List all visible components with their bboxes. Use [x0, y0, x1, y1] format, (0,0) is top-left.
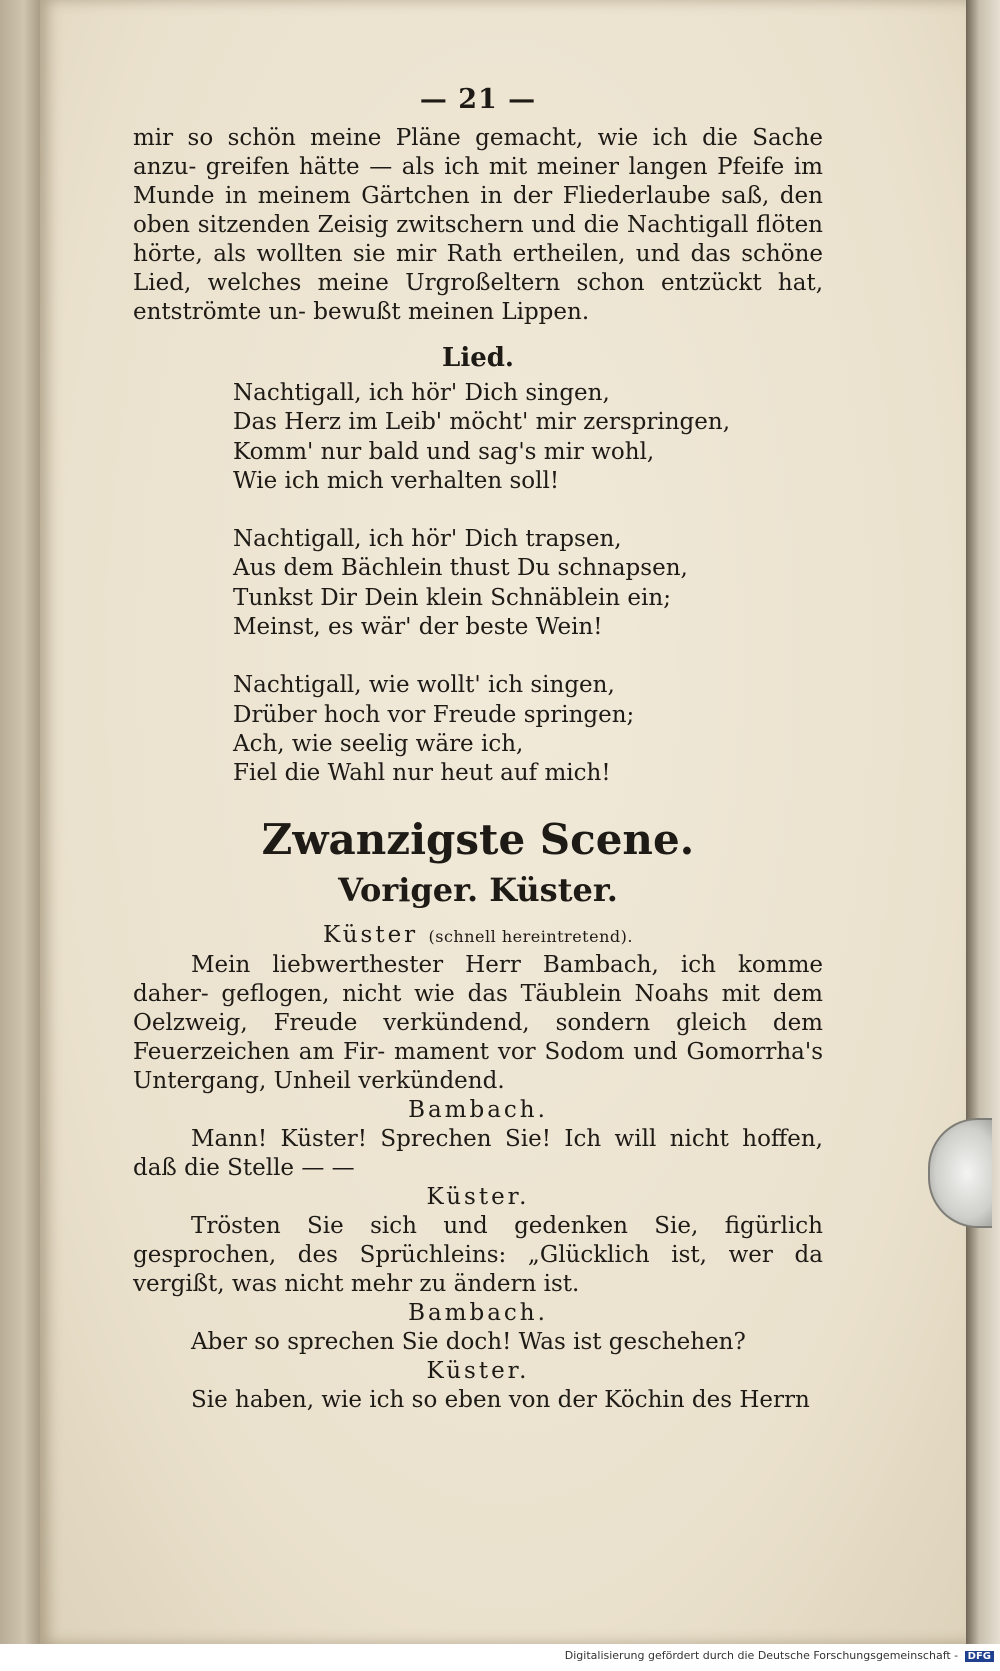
speech: Mann! Küster! Sprechen Sie! Ich will nicht hoffen, daß die Stelle — —: [133, 1125, 823, 1181]
verse-line: Komm' nur bald und sag's mir wohl,: [233, 438, 655, 465]
verse-line: Nachtigall, ich hör' Dich trapsen,: [233, 526, 622, 553]
speaker-name: Bambach.: [408, 1096, 548, 1123]
speech: Aber so sprechen Sie doch! Was ist geschehen?: [191, 1328, 746, 1355]
speaker-name: Küster.: [426, 1183, 530, 1210]
verse-line: Aus dem Bächlein thust Du schnapsen,: [233, 555, 688, 582]
footer-credit: [565, 1649, 994, 1662]
verse-line: Das Herz im Leib' möcht' mir zerspringen,: [233, 409, 731, 436]
stage-direction: (schnell hereintretend).: [428, 926, 633, 946]
speech: Trösten Sie sich und gedenken Sie, figürlich gesprochen, des Sprüchleins: „Glücklich ist, wer da vergißt, was nicht mehr zu ändern ist.: [133, 1212, 823, 1297]
facing-page-edge: [0, 0, 40, 1644]
page-number: — 21 —: [419, 84, 537, 115]
speaker-name: [133, 921, 823, 951]
stanza-1: [233, 379, 823, 496]
speaker-name: Küster.: [426, 1357, 530, 1384]
digitization-footer: [0, 1644, 1000, 1671]
speaker-label: Küster: [323, 921, 419, 948]
speech: Mein liebwerthester Herr Bambach, ich komme daher- geflogen, nicht wie das Täublein Noahs mit dem Oelzweig, Freude verkündend, sondern gleich dem Feuerzeichen am Fir- mament vor Sodom und Gomorrha's Untergang, Unheil verkündend.: [133, 951, 823, 1094]
verse-line: Tunkst Dir Dein klein Schnäblein ein;: [233, 584, 671, 611]
verse-line: Nachtigall, ich hör' Dich singen,: [233, 380, 610, 406]
verse-line: Wie ich mich verhalten soll!: [233, 467, 560, 494]
speaker-name: Bambach.: [408, 1299, 548, 1326]
scene-characters: Voriger. Küster.: [338, 870, 618, 909]
verse-line: Meinst, es wär' der beste Wein!: [233, 614, 603, 641]
footer-text: Digitalisierung gefördert durch die Deutsche Forschungsgemeinschaft -: [564, 1649, 959, 1662]
stanza-2: [233, 525, 823, 642]
dfg-logo: DFG: [965, 1651, 994, 1662]
page-stack-edge: [966, 0, 1000, 1644]
scene-title: Zwanzigste Scene.: [261, 814, 695, 864]
song: [233, 379, 823, 789]
song-heading: Lied.: [442, 343, 514, 373]
page-content: [133, 84, 823, 1415]
verse-line: Ach, wie seelig wäre ich,: [233, 730, 524, 757]
verse-line: Fiel die Wahl nur heut auf mich!: [233, 760, 611, 787]
speech: Sie haben, wie ich so eben von der Köchin des Herrn: [191, 1386, 810, 1413]
verse-line: Drüber hoch vor Freude springen;: [233, 701, 635, 728]
intro-paragraph: mir so schön meine Pläne gemacht, wie ich die Sache anzu- greifen hätte — als ich mit meiner langen Pfeife im Munde in meinem Gärtchen in der Fliederlaube saß, den oben sitzenden Zeisig zwitschern und die Nachtigall flöten hörte, als wollten sie mir Rath ertheilen, und das schöne Lied, welches meine Urgroßeltern schon entzückt hat, entströmte un- bewußt meinen Lippen.: [133, 125, 823, 325]
stanza-3: [233, 671, 823, 788]
verse-line: Nachtigall, wie wollt' ich singen,: [233, 672, 615, 699]
